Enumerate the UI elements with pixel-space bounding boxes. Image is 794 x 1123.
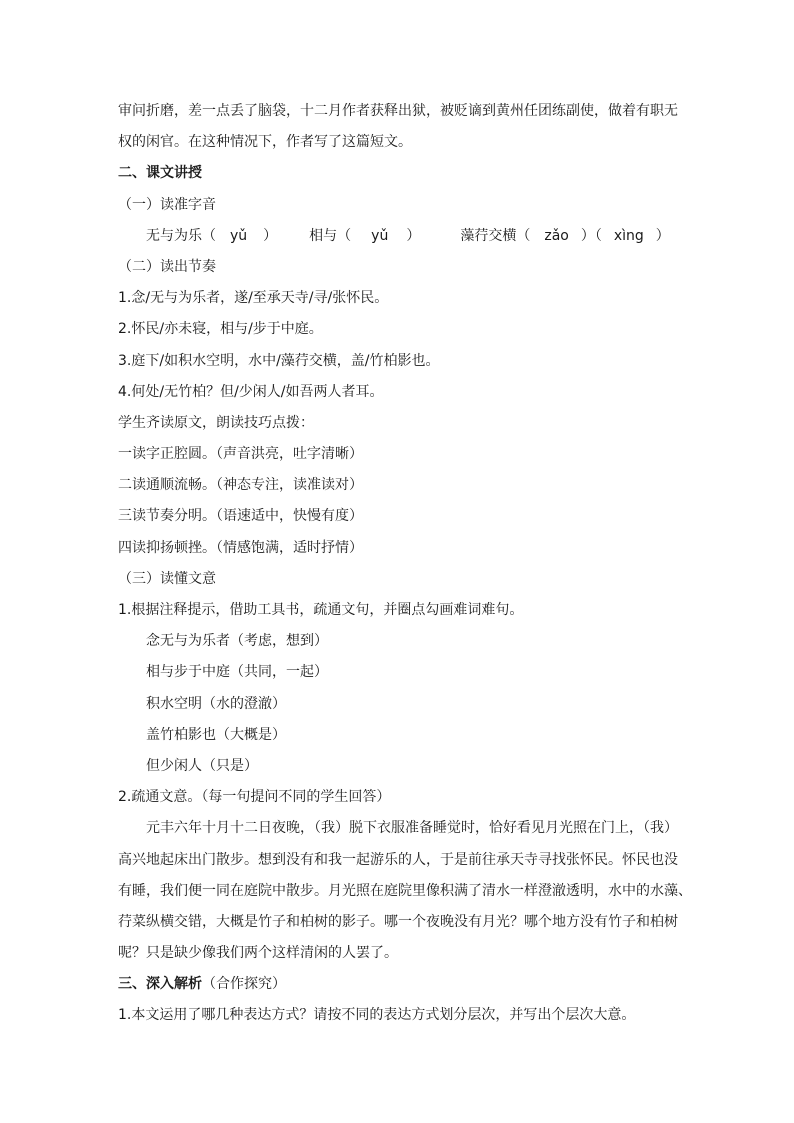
section-3-heading [118, 969, 678, 1000]
vocab-item-2: 相与步于中庭（共同，一起） [146, 664, 328, 681]
translation-line-2: 高兴地起床出门散步。想到没有和我一起游乐的人，于是前往承天寺寻找张怀民。怀民也没 [118, 851, 678, 868]
pronunciation-row [118, 221, 678, 252]
rhythm-line-3: 3.庭下/如积水空明，水中/藻荇交横，盖/竹柏影也。 [118, 352, 440, 369]
vocab-item-4: 盖竹柏影也（大概是） [146, 726, 286, 743]
section-2-heading: 二、课文讲授 [118, 165, 202, 182]
translation-line-5: 呢？只是缺少像我们两个这样清闲的人罢了。 [118, 945, 398, 962]
rhythm-line-2: 2.怀民/亦未寝，相与/步于中庭。 [118, 321, 323, 338]
pron-close-2: ） [406, 227, 421, 244]
pron-word-2: 相与（ [309, 227, 352, 244]
section-3-title: 三、深入解析 [118, 976, 202, 993]
vocab-item-3: 积水空明（水的澄澈） [146, 695, 286, 712]
rhythm-line-4: 4.何处/无竹柏？但/少闲人/如吾两人者耳。 [118, 383, 384, 400]
part-3-question-1: 1.根据注释提示，借助工具书，疏通文句，并圈点勾画难词难句。 [118, 602, 524, 618]
pron-pinyin-1: yǔ [230, 227, 248, 244]
intro-line-2: 权的闲官。在这种情况下，作者写了这篇短文。 [118, 134, 412, 151]
reading-tip-3: 三读节奏分明。（语速适中，快慢有度） [118, 508, 363, 525]
pron-word-1: 无与为乐（ [146, 227, 216, 244]
intro-line-1: 审问折磨，差一点丢了脑袋，十二月作者获释出狱，被贬谪到黄州任团练副使，做着有职无 [118, 103, 678, 119]
part-3-question-2: 2.疏通文意。（每一句提问不同的学生回答） [118, 789, 391, 806]
translation-line-3: 有睡，我们便一同在庭院中散步。月光照在庭院里像积满了清水一样澄澈透明，水中的水藻、 [118, 882, 692, 899]
part-3-heading: （三）读懂文意 [118, 570, 216, 587]
pron-close-3: ）（ [580, 227, 602, 244]
pron-close-4: ） [655, 227, 670, 244]
part-1-heading: （一）读准字音 [118, 196, 216, 213]
section-3-question-1: 1.本文运用了哪几种表达方式？请按不同的表达方式划分层次，并写出个层次大意。 [118, 1007, 636, 1024]
pron-close-1: ） [263, 227, 278, 244]
reading-tip-4: 四读抑扬顿挫。（情感饱满，适时抒情） [118, 539, 363, 556]
pron-pinyin-2: yǔ [371, 227, 389, 244]
section-3-subtitle: （合作探究） [202, 976, 286, 993]
translation-line-1: 元丰六年十月十二日夜晚，（我）脱下衣服准备睡觉时，恰好看见月光照在门上，（我） [146, 820, 678, 837]
pron-word-3: 藻荇交横（ [460, 227, 531, 244]
translation-line-4: 荇菜纵横交错，大概是竹子和柏树的影子。哪一个夜晚没有月光？哪个地方没有竹子和柏树 [118, 913, 678, 930]
pron-pinyin-4: xìng [613, 227, 644, 244]
document-page [118, 96, 692, 1032]
vocab-item-1: 念无与为乐者（考虑，想到） [146, 633, 328, 650]
part-2-heading: （二）读出节奏 [118, 258, 216, 275]
pron-pinyin-3: zǎo [544, 227, 569, 244]
reading-tips-title: 学生齐读原文，朗读技巧点拨： [118, 414, 314, 431]
vocab-item-5: 但少闲人（只是） [146, 757, 258, 774]
reading-tip-2: 二读通顺流畅。（神态专注，读准读对） [118, 477, 363, 494]
reading-tip-1: 一读字正腔圆。（声音洪亮，吐字清晰） [118, 446, 363, 463]
rhythm-line-1: 1.念/无与为乐者，遂/至承天寺/寻/张怀民。 [118, 290, 389, 307]
